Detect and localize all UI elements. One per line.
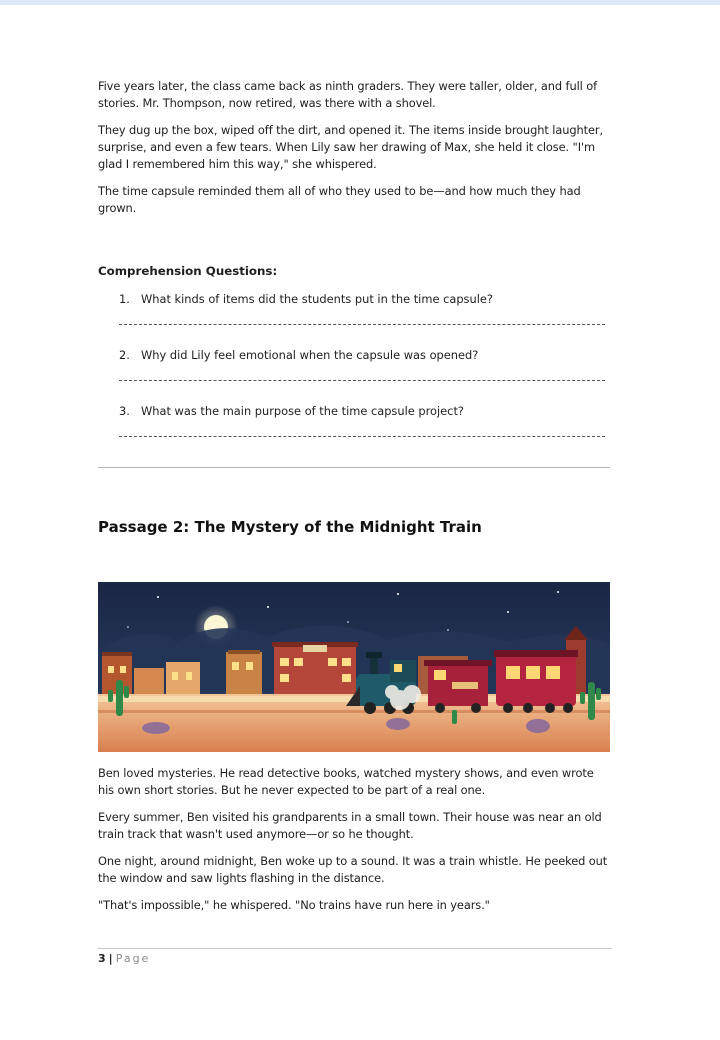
footer-divider (98, 948, 612, 949)
answer-line[interactable] (119, 368, 607, 402)
page-footer (98, 952, 150, 965)
paragraph: One night, around midnight, Ben woke up to a sound. It was a train whistle. He peeked out the window and saw lights flashing in the distance. (98, 854, 608, 885)
question-item (119, 290, 607, 312)
paragraph: They dug up the box, wiped off the dirt, and opened it. The items inside brought laughter, surprise, and even a few tears. When Lily saw her drawing of Max, she held it close. "I'm glad I remembered him this way," she whispered. (98, 123, 603, 171)
question-number: 3. (119, 404, 130, 418)
paragraph: Ben loved mysteries. He read detective books, watched mystery shows, and even wrote his own short stories. But he never expected to be part of a real one. (98, 766, 594, 797)
question-text: What was the main purpose of the time capsule project? (141, 404, 464, 418)
answer-line[interactable] (119, 424, 607, 458)
section-divider (98, 467, 610, 468)
questions-list (119, 290, 607, 458)
passage-title: Passage 2: The Mystery of the Midnight Train (98, 518, 482, 536)
paragraph: "That's impossible," he whispered. "No trains have run here in years." (98, 898, 490, 912)
passage1-body (98, 78, 610, 227)
question-number: 2. (119, 348, 130, 362)
question-text: Why did Lily feel emotional when the capsule was opened? (141, 348, 479, 362)
question-number: 1. (119, 292, 130, 306)
viewer-top-bar (0, 0, 720, 5)
answer-line[interactable] (119, 312, 607, 346)
midnight-train-illustration (98, 582, 610, 752)
questions-heading: Comprehension Questions: (98, 264, 278, 278)
question-item (119, 402, 607, 424)
paragraph: Every summer, Ben visited his grandparents in a small town. Their house was near an old train track that wasn't used anymore—or so he thought. (98, 810, 602, 841)
question-item (119, 346, 607, 368)
paragraph: The time capsule reminded them all of who they used to be—and how much they had grown. (98, 184, 581, 215)
page-number: 3 (98, 952, 106, 965)
paragraph: Five years later, the class came back as ninth graders. They were taller, older, and full of stories. Mr. Thompson, now retired, was there with a shovel. (98, 79, 598, 110)
footer-separator: | (108, 952, 113, 965)
passage2-body (98, 765, 610, 924)
page-label: Page (115, 952, 151, 965)
question-text: What kinds of items did the students put in the time capsule? (141, 292, 493, 306)
